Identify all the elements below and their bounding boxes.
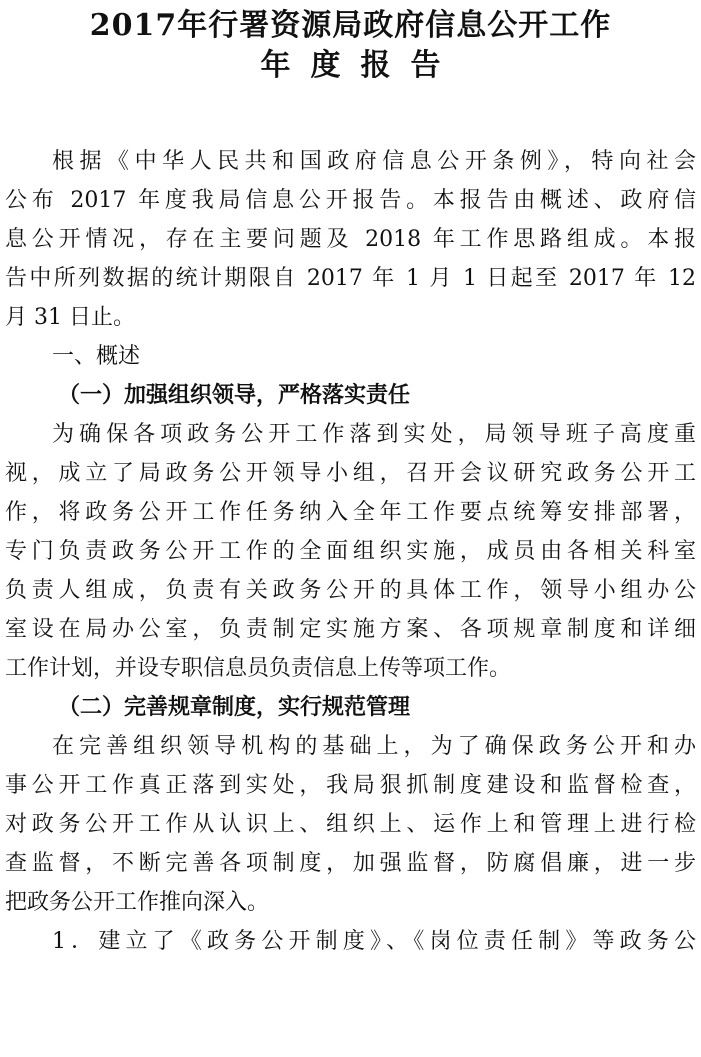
paragraph-1-line-5: 月 31 日止。 — [5, 305, 135, 330]
paragraph-1-line-1: 根据《中华人民共和国政府信息公开条例》，特向社会 — [52, 149, 696, 174]
document-title-line-1: 2017年行署资源局政府信息公开工作 — [89, 8, 612, 43]
paragraph-2-line-6: 室设在局办公室，负责制定实施方案、各项规章制度和详细 — [5, 617, 696, 642]
paragraph-1-line-3: 息公开情况，存在主要问题及 2018 年工作思路组成。本报 — [5, 227, 696, 252]
subsection-2-heading: （二）完善规章制度，实行规范管理 — [58, 694, 411, 720]
paragraph-2-line-2: 视，成立了局政务公开领导小组，召开会议研究政务公开工 — [5, 461, 696, 486]
paragraph-3-line-5: 把政务公开工作推向深入。 — [5, 890, 270, 915]
subsection-1-heading: （一）加强组织领导，严格落实责任 — [58, 382, 411, 408]
paragraph-2-line-5: 负责人组成，负责有关政务公开的具体工作，领导小组办公 — [5, 578, 696, 603]
paragraph-2-line-1: 为确保各项政务公开工作落到实处，局领导班子高度重 — [52, 422, 696, 447]
document-title-line-2: 年度报告 — [260, 48, 461, 83]
paragraph-2-line-4: 专门负责政务公开工作的全面组织实施，成员由各相关科室 — [5, 539, 696, 564]
paragraph-3-line-4: 查监督，不断完善各项制度，加强监督，防腐倡廉，进一步 — [5, 851, 696, 876]
paragraph-2-line-7: 工作计划，并设专职信息员负责信息上传等项工作。 — [5, 656, 512, 681]
paragraph-3-line-2: 事公开工作真正落到实处，我局狠抓制度建设和监督检查， — [5, 773, 696, 798]
paragraph-1-line-2: 公布 2017 年度我局信息公开报告。本报告由概述、政府信 — [5, 188, 696, 213]
paragraph-2-line-3: 作，将政务公开工作任务纳入全年工作要点统筹安排部署， — [5, 500, 696, 525]
paragraph-1-line-4: 告中所列数据的统计期限自 2017 年 1 月 1 日起至 2017 年 12 — [5, 266, 696, 291]
section-1-heading: 一、概述 — [52, 344, 141, 369]
paragraph-3-line-3: 对政务公开工作从认识上、组织上、运作上和管理上进行检 — [5, 812, 696, 837]
paragraph-3-line-1: 在完善组织领导机构的基础上，为了确保政务公开和办 — [52, 734, 696, 759]
paragraph-4-line-1: 1．建立了《政务公开制度》、《岗位责任制》等政务公 — [52, 929, 696, 954]
